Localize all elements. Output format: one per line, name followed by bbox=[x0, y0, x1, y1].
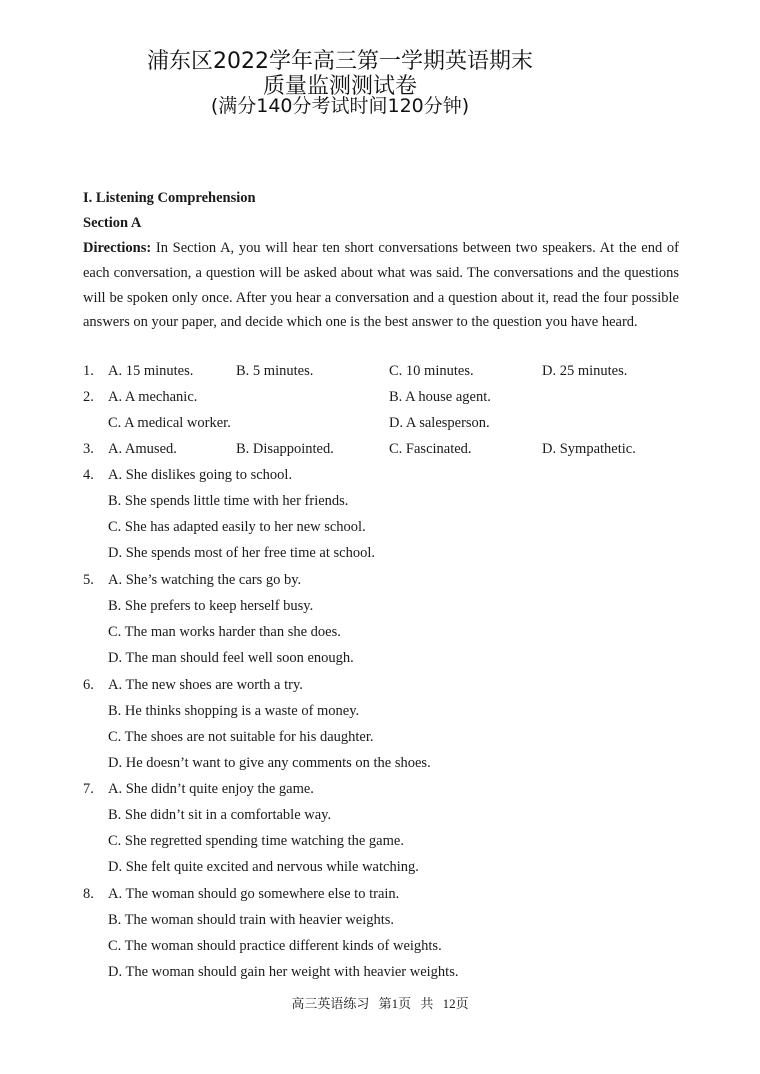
option-b: B. The woman should train with heavier weights. bbox=[108, 912, 395, 928]
question-number: 3. bbox=[83, 441, 94, 457]
option-d: D. The man should feel well soon enough. bbox=[108, 650, 354, 666]
option-a: A. The woman should go somewhere else to train. bbox=[108, 886, 400, 902]
directions-text: In Section A, you will hear ten short conversations between two speakers. At the end of each conversation, a question will be asked about what was said. The conversations and the questions will be spoken only once. After you hear a conversation and a question about it, read the four possible answers on your paper, and decide which one is the best answer to the question you have heard. bbox=[83, 240, 679, 331]
option-a: A. She didn’t quite enjoy the game. bbox=[108, 781, 314, 797]
option-a: A. Amused. bbox=[108, 441, 177, 457]
option-d: D. The woman should gain her weight with heavier weights. bbox=[108, 964, 459, 980]
question-number: 2. bbox=[83, 389, 94, 405]
option-a: A. 15 minutes. bbox=[108, 363, 194, 379]
option-b: B. She prefers to keep herself busy. bbox=[108, 598, 314, 614]
directions-label: Directions: bbox=[83, 240, 152, 256]
option-b: B. She didn’t sit in a comfortable way. bbox=[108, 807, 332, 823]
option-d: D. She spends most of her free time at school. bbox=[108, 545, 375, 561]
option-d: D. Sympathetic. bbox=[542, 441, 636, 457]
option-b: B. A house agent. bbox=[389, 389, 491, 405]
question-number: 7. bbox=[83, 781, 94, 797]
part-heading: I. Listening Comprehension bbox=[83, 190, 256, 206]
option-b: B. Disappointed. bbox=[236, 441, 334, 457]
option-c: C. Fascinated. bbox=[389, 441, 472, 457]
option-b: B. 5 minutes. bbox=[236, 363, 314, 379]
option-a: A. The new shoes are worth a try. bbox=[108, 677, 303, 693]
option-c: C. The woman should practice different kinds of weights. bbox=[108, 938, 442, 954]
option-c: C. A medical worker. bbox=[108, 415, 231, 431]
question-number: 4. bbox=[83, 467, 94, 483]
option-a: A. She’s watching the cars go by. bbox=[108, 572, 302, 588]
option-c: C. 10 minutes. bbox=[389, 363, 474, 379]
option-a: A. She dislikes going to school. bbox=[108, 467, 293, 483]
exam-title-line-1: 浦东区2022学年高三第一学期英语期末 bbox=[147, 49, 533, 74]
option-b: B. He thinks shopping is a waste of money. bbox=[108, 703, 360, 719]
option-b: B. She spends little time with her friends. bbox=[108, 493, 349, 509]
page-footer: 高三英语练习 第1页 共 12页 bbox=[291, 996, 469, 1011]
question-number: 5. bbox=[83, 572, 94, 588]
option-a: A. A mechanic. bbox=[108, 389, 198, 405]
question-number: 6. bbox=[83, 677, 94, 693]
question-number: 8. bbox=[83, 886, 94, 902]
option-c: C. The man works harder than she does. bbox=[108, 624, 341, 640]
exam-subtitle: (满分140分考试时间120分钟) bbox=[210, 95, 470, 117]
option-c: C. She has adapted easily to her new school. bbox=[108, 519, 366, 535]
option-c: C. She regretted spending time watching the game. bbox=[108, 833, 404, 849]
option-d: D. She felt quite excited and nervous while watching. bbox=[108, 859, 419, 875]
option-c: C. The shoes are not suitable for his daughter. bbox=[108, 729, 374, 745]
option-d: D. He doesn’t want to give any comments on the shoes. bbox=[108, 755, 431, 771]
option-d: D. A salesperson. bbox=[389, 415, 490, 431]
directions-paragraph bbox=[83, 236, 679, 335]
exam-title-line-2: 质量监测测试卷 bbox=[262, 74, 417, 99]
option-d: D. 25 minutes. bbox=[542, 363, 628, 379]
section-heading: Section A bbox=[83, 215, 142, 231]
question-number: 1. bbox=[83, 363, 94, 379]
